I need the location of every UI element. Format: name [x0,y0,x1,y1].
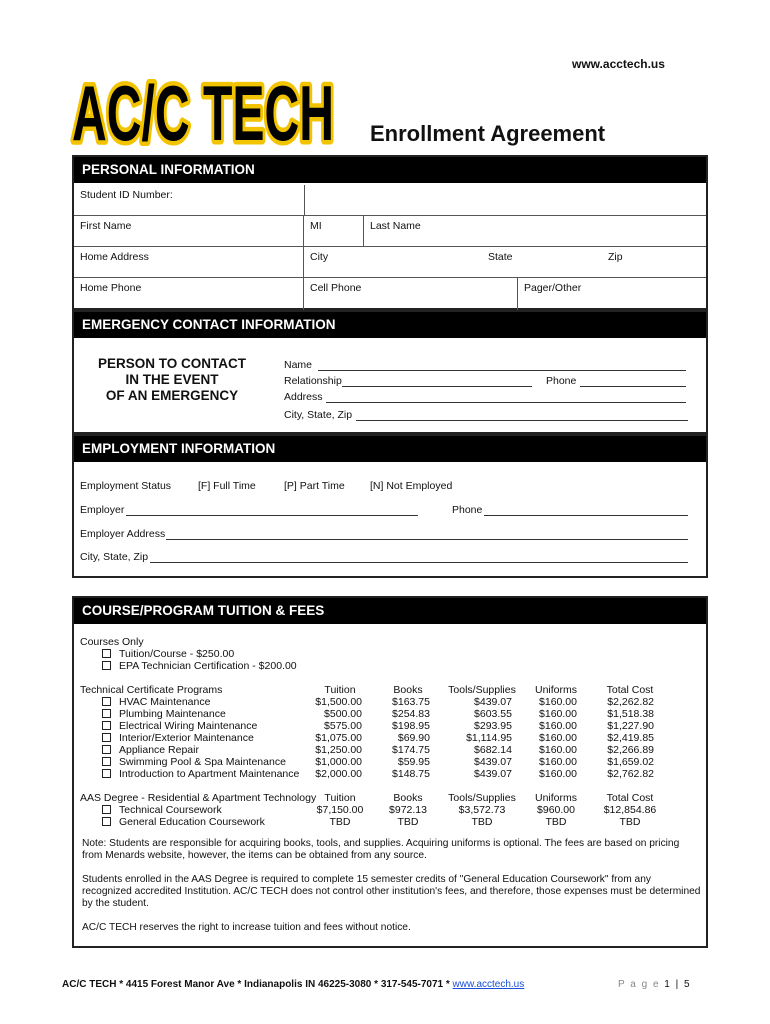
fee-value: $160.00 [539,720,577,732]
emergency-relationship-input[interactable] [342,377,532,387]
home-address-label: Home Address [80,251,149,263]
program-label: Plumbing Maintenance [119,708,226,720]
last-name-label: Last Name [370,220,421,232]
page-number [618,979,691,990]
checkbox[interactable] [102,649,111,658]
fee-value: $1,659.02 [607,756,654,768]
checkbox[interactable] [102,757,111,766]
personal-info-grid [74,185,706,310]
employment-heading: EMPLOYMENT INFORMATION [74,436,706,462]
personal-info-section [72,155,708,310]
acctech-logo [68,70,340,152]
emergency-heading: EMERGENCY CONTACT INFORMATION [74,312,706,338]
fee-value: $2,266.89 [607,744,654,756]
fee-value: $174.75 [392,744,430,756]
fee-value: $972.13 [389,804,427,816]
fee-value: $960.00 [537,804,575,816]
fee-value: $293.95 [474,720,512,732]
column-header: Tuition [324,792,356,804]
fee-value: TBD [619,816,641,828]
fee-value: $198.95 [392,720,430,732]
emergency-address-input[interactable] [326,393,686,403]
fee-value: $160.00 [539,696,577,708]
first-name-label: First Name [80,220,132,232]
fee-value: $439.07 [474,768,512,780]
checkbox[interactable] [102,661,111,670]
emergency-address-label: Address [284,391,323,403]
fee-value: $12,854.86 [603,804,657,816]
program-row [102,732,254,744]
emergency-name-input[interactable] [318,361,686,371]
program-row [102,696,210,708]
cell-phone-field[interactable] [304,278,518,310]
program-label: Swimming Pool & Spa Maintenance [119,756,286,768]
svg-text:AC/C TECH: AC/C TECH [72,70,334,152]
footer-address: AC/C TECH * 4415 Forest Manor Ave * Indianapolis IN 46225-3080 * 317-545-7071 * [62,979,453,990]
emergency-contact-section [72,310,708,434]
checkbox[interactable] [102,697,111,706]
fee-value: $148.75 [392,768,430,780]
home-phone-label: Home Phone [80,282,142,294]
checkbox[interactable] [102,769,111,778]
student-id-label: Student ID Number: [80,189,173,201]
fee-value: $160.00 [539,708,577,720]
checkbox[interactable] [102,745,111,754]
employer-address-input[interactable] [166,530,688,540]
employer-phone-label: Phone [452,504,483,516]
state-label: State [488,251,513,263]
fee-value: $7,150.00 [316,804,364,816]
page-label: P a g e [618,979,661,990]
note-aas-degree: Students enrolled in the AAS Degree is required to complete 15 semester credits of "General Education Coursework" from any recognized accredited Institution. AC/C TECH does not control other institution's fees, and therefore, those expenses must be determined by the student. [82,874,701,909]
column-header: Tools/Supplies [448,792,516,804]
fee-value: $1,114.95 [466,732,512,744]
full-time-option[interactable]: [F] Full Time [198,480,256,492]
courses-only-label: Courses Only [80,636,144,648]
fee-value: $69.90 [397,732,430,744]
aas-row [102,816,265,828]
tech-programs-heading: Technical Certificate Programs [80,684,223,696]
program-label: Appliance Repair [119,744,199,756]
fee-value: $254.83 [392,708,430,720]
divider [304,185,305,216]
emergency-label-line3: OF AN EMERGENCY [105,388,239,403]
fee-value: $2,262.82 [607,696,654,708]
checkbox[interactable] [102,805,111,814]
aas-label: General Education Coursework [119,816,265,828]
aas-heading: AAS Degree - Residential & Apartment Technology [80,792,317,804]
fee-value: $1,075.00 [315,732,362,744]
page-title: Enrollment Agreement [370,121,606,146]
fee-value: $163.75 [392,696,430,708]
emergency-label-line1: PERSON TO CONTACT [97,356,246,371]
mi-label: MI [310,220,322,232]
fee-value: $439.07 [474,696,512,708]
last-name-field[interactable] [364,216,706,247]
home-phone-field[interactable] [74,278,304,310]
fee-value: $160.00 [539,756,577,768]
mi-field[interactable] [304,216,364,247]
program-row [102,744,199,756]
column-header: Total Cost [606,792,654,804]
cell-phone-label: Cell Phone [310,282,362,294]
column-header: Uniforms [534,684,577,696]
personal-info-heading: PERSONAL INFORMATION [74,157,706,183]
emergency-relationship-label: Relationship [284,375,342,387]
emergency-phone-label: Phone [546,375,577,387]
program-label: HVAC Maintenance [119,696,211,708]
program-row [102,756,286,768]
pager-field[interactable] [518,278,706,310]
fee-value: $1,227.90 [607,720,654,732]
website-url: www.acctech.us [572,57,665,71]
pager-label: Pager/Other [524,282,582,294]
not-employed-option[interactable]: [N] Not Employed [370,480,453,492]
fee-value: $682.14 [474,744,512,756]
fee-value: $2,762.82 [607,768,654,780]
program-label: Electrical Wiring Maintenance [119,720,258,732]
fee-value: TBD [471,816,493,828]
fee-value: $59.95 [397,756,430,768]
zip-label: Zip [608,251,623,263]
program-row [102,708,226,720]
fee-value: TBD [545,816,567,828]
fee-value: $2,419.85 [607,732,654,744]
program-label: Interior/Exterior Maintenance [119,732,254,744]
emergency-person-label [82,356,262,404]
program-row [102,720,257,732]
employment-status-label: Employment Status [80,480,172,492]
employer-phone-input[interactable] [484,506,688,516]
city-state-zip-field[interactable] [304,247,706,278]
fee-value: $575.00 [324,720,362,732]
column-header: Books [393,684,423,696]
note-reserves-right: AC/C TECH reserves the right to increase tuition and fees without notice. [82,922,411,933]
footer-link[interactable]: www.acctech.us [452,979,525,990]
fee-value: $160.00 [539,768,577,780]
fee-value: $160.00 [539,744,577,756]
fee-value: TBD [397,816,419,828]
page-num: 1 | 5 [664,979,692,990]
fee-value: $603.55 [474,708,512,720]
student-id-field[interactable] [74,185,706,216]
fee-value: $1,000.00 [315,756,362,768]
column-header: Total Cost [606,684,654,696]
fee-value: $1,250.00 [315,744,362,756]
program-label: Introduction to Apartment Maintenance [119,768,300,780]
checkbox[interactable] [102,733,111,742]
checkbox[interactable] [102,721,111,730]
home-address-field[interactable] [74,247,304,278]
note-responsibility: Note: Students are responsible for acquiring books, tools, and supplies. Acquiring uniforms is optional. The fees are based on pricing from Menards website, however, the items can be obtained from any source. [82,838,680,861]
employer-city-label: City, State, Zip [80,551,149,563]
column-header: Tuition [324,684,356,696]
fee-value: $1,518.38 [607,708,654,720]
fee-value: $2,000.00 [315,768,362,780]
checkbox[interactable] [102,817,111,826]
column-header: Books [393,792,423,804]
fee-value: $500.00 [324,708,362,720]
city-label: City [310,251,329,263]
emergency-name-label: Name [284,359,313,371]
program-row [102,768,299,780]
fee-value: $439.07 [474,756,512,768]
course-item [102,660,297,672]
emergency-phone-input[interactable] [580,377,686,387]
fee-value: TBD [329,816,351,828]
part-time-option[interactable]: [P] Part Time [284,480,345,492]
course-item-label: Tuition/Course - $250.00 [119,648,235,660]
emergency-city-label: City, State, Zip [284,409,353,421]
fees-heading: COURSE/PROGRAM TUITION & FEES [74,598,706,624]
fee-value: $3,572.73 [458,804,506,816]
checkbox[interactable] [102,709,111,718]
aas-row [102,804,222,816]
tuition-fees-section [72,596,708,948]
employment-section [72,434,708,578]
course-item-label: EPA Technician Certification - $200.00 [119,660,297,672]
aas-label: Technical Coursework [119,804,222,816]
employer-city-input[interactable] [150,553,688,563]
emergency-label-line2: IN THE EVENT [125,372,219,387]
emergency-city-input[interactable] [356,411,688,421]
first-name-field[interactable] [74,216,304,247]
column-header: Tools/Supplies [448,684,516,696]
footer [62,979,524,990]
employer-input[interactable] [126,506,418,516]
svg-text:AC/C TECH: AC/C TECH [72,70,334,152]
employer-address-label: Employer Address [80,528,166,540]
course-item [102,648,234,660]
employer-label: Employer [80,504,125,516]
column-header: Uniforms [534,792,577,804]
fee-value: $160.00 [539,732,577,744]
fee-value: $1,500.00 [315,696,362,708]
